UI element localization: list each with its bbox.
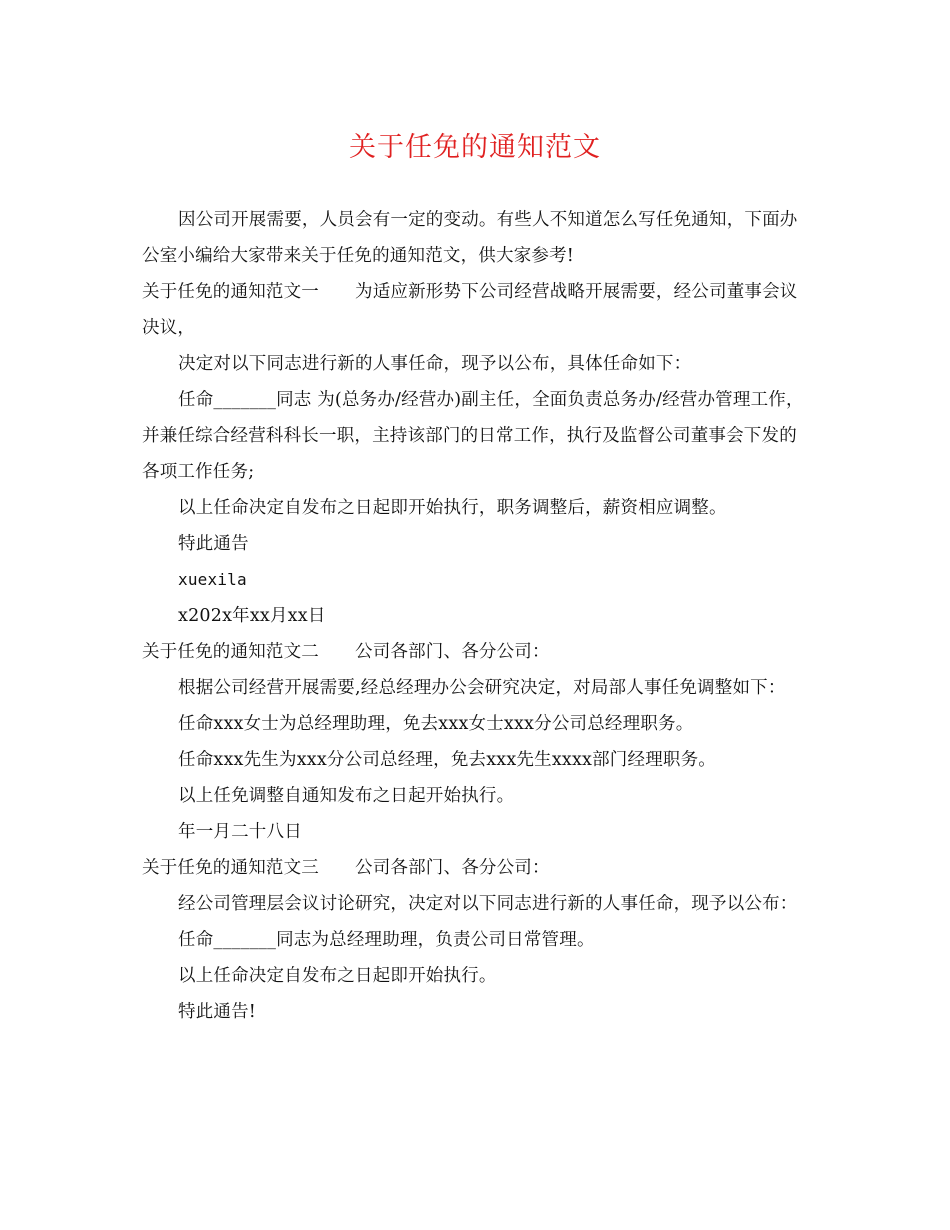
section1-lead: 为适应新形势下公司经营战略开展需要，经公司董事会议决议， xyxy=(142,282,798,338)
section2-effective: 以上任免调整自通知发布之日起开始执行。 xyxy=(178,786,515,806)
section1-appointment xyxy=(142,382,810,490)
section2-item2: 任命xxx先生为xxx分公司总经理，免去xxx先生xxxx部门经理职务。 xyxy=(178,750,717,770)
section3-appoint-blank: _______ xyxy=(213,930,277,950)
document-title: 关于任免的通知范文 xyxy=(349,132,601,163)
section2-date: 年一月二十八日 xyxy=(178,822,302,842)
section1-heading-line xyxy=(142,274,810,346)
section1-closing: 特此通告 xyxy=(178,534,249,554)
section2-heading-line xyxy=(142,634,810,670)
section1-signature: xuexila xyxy=(178,570,247,589)
section2-heading: 关于任免的通知范文二 xyxy=(142,642,319,662)
document-body xyxy=(142,202,810,1030)
section1-effective: 以上任命决定自发布之日起即开始执行，职务调整后，薪资相应调整。 xyxy=(178,498,727,518)
section3-heading: 关于任免的通知范文三 xyxy=(142,858,319,878)
section1-date: x202x年xx月xx日 xyxy=(178,606,326,626)
section1-appoint-blank: _______ xyxy=(213,390,277,410)
section3-body: 经公司管理层会议讨论研究，决定对以下同志进行新的人事任命，现予以公布： xyxy=(178,894,798,914)
section1-decision: 决定对以下同志进行新的人事任命，现予以公布，具体任命如下： xyxy=(178,354,692,374)
section2-body: 根据公司经营开展需要,经总经理办公会研究决定，对局部人事任免调整如下： xyxy=(178,678,786,698)
section3-appointment xyxy=(142,922,810,958)
section3-heading-line xyxy=(142,850,810,886)
section3-salutation: 公司各部门、各分公司： xyxy=(355,858,550,878)
section3-effective: 以上任命决定自发布之日起即开始执行。 xyxy=(178,966,497,986)
section2-salutation: 公司各部门、各分公司： xyxy=(355,642,550,662)
section1-appoint-prefix: 任命 xyxy=(178,390,214,410)
section3-closing: 特此通告! xyxy=(178,1002,257,1022)
section3-appoint-text: 同志为总经理助理，负责公司日常管理。 xyxy=(276,930,595,950)
section3-appoint-prefix: 任命 xyxy=(178,930,214,950)
section1-appoint-text: 同志 为(总务办/经营办)副主任，全面负责总务办/经营办管理工作，并兼任综合经营科科长一职，主持该部门的日常工作，执行及监督公司董事会下发的各项工作任务; xyxy=(142,390,804,482)
section1-heading: 关于任免的通知范文一 xyxy=(142,282,319,302)
section2-item1: 任命xxx女士为总经理助理，免去xxx女士xxx分公司总经理职务。 xyxy=(178,714,694,734)
intro-paragraph: 因公司开展需要，人员会有一定的变动。有些人不知道怎么写任免通知，下面办公室小编给大家带来关于任免的通知范文，供大家参考! xyxy=(142,210,798,266)
